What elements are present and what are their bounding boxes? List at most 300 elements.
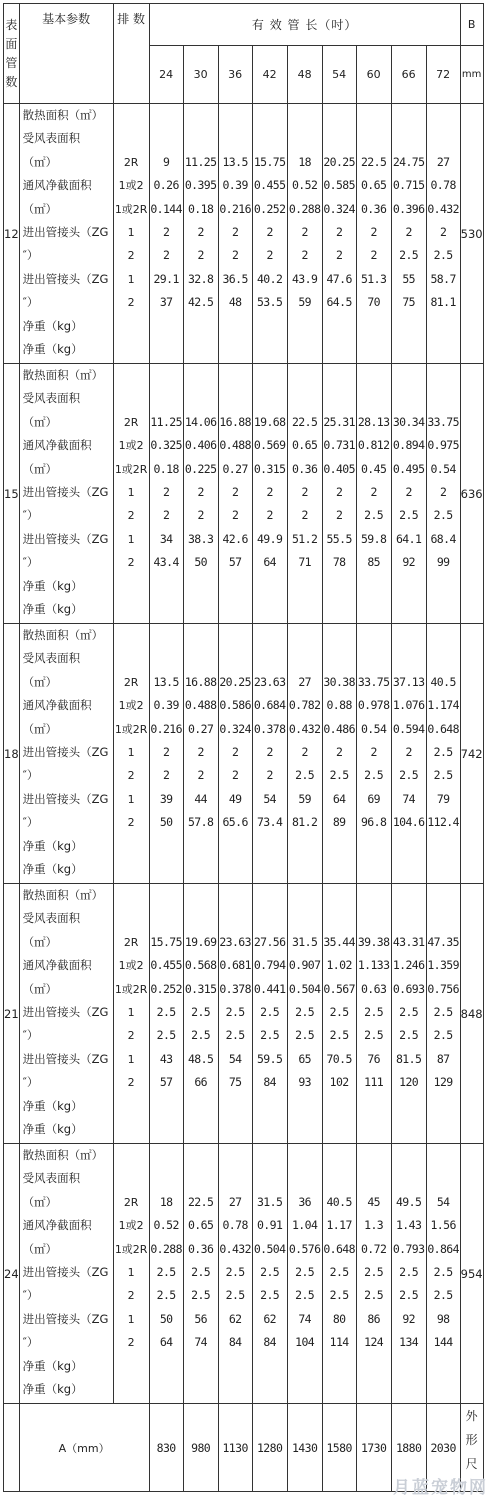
length-header-66: 66	[391, 46, 426, 104]
cell-value: 0.432	[427, 201, 459, 216]
cell-value	[253, 624, 287, 647]
cell-value: 0.782	[288, 698, 321, 713]
cell-value: 0.52	[291, 178, 318, 193]
value-col-54	[322, 1144, 356, 1404]
param-labels	[19, 364, 113, 624]
tube-count: 18	[4, 624, 20, 884]
cell-value	[392, 1118, 426, 1141]
cell-value: 2.5	[295, 1028, 315, 1043]
row-counts-line	[114, 907, 149, 930]
param-labels-line: 通风净截面积	[22, 698, 92, 713]
cell-value: 1.359	[427, 958, 459, 973]
row-counts-line	[114, 835, 149, 858]
value-col-30	[183, 1144, 218, 1404]
cell-value: 53.5	[256, 295, 283, 310]
cell-value	[427, 884, 460, 907]
value-col-48	[287, 624, 322, 884]
cell-value	[219, 315, 252, 338]
param-labels-line: 散热面积（㎡）	[22, 888, 104, 902]
value-col-30	[183, 624, 218, 884]
cell-value	[392, 315, 426, 338]
cell-value	[427, 575, 460, 598]
cell-value	[392, 858, 426, 881]
cell-value: 114	[329, 1335, 349, 1350]
value-col-60	[356, 104, 391, 364]
cell-value	[288, 907, 322, 930]
param-labels	[19, 884, 113, 1144]
cell-value: 2	[405, 744, 412, 759]
row-counts-line	[114, 647, 149, 670]
cell-value	[253, 364, 287, 387]
cell-value: 0.793	[392, 1241, 425, 1256]
cell-value: 44	[194, 791, 207, 806]
cell-value	[357, 907, 391, 930]
value-col-72	[426, 1144, 460, 1404]
cell-value: 0.405	[323, 461, 355, 476]
cell-value: 70.5	[326, 1051, 352, 1066]
cell-value	[392, 598, 426, 621]
cell-value	[427, 1378, 460, 1401]
row-counts-line: 2R	[123, 1195, 139, 1209]
cell-value: 73.4	[256, 815, 283, 830]
cell-value: 0.78	[222, 1218, 248, 1233]
value-col-54	[322, 884, 356, 1144]
cell-value: 75	[228, 1075, 242, 1090]
cell-value: 38.3	[187, 531, 214, 546]
cell-value: 2	[266, 744, 273, 759]
cell-value: 0.488	[219, 438, 251, 453]
cell-value: 43.31	[392, 934, 425, 949]
cell-value	[253, 907, 287, 930]
cell-value	[150, 907, 183, 930]
cell-value	[184, 127, 218, 150]
cell-value	[357, 104, 391, 127]
row-counts	[113, 364, 149, 624]
value-col-66	[391, 104, 426, 364]
cell-value: 27	[298, 674, 311, 689]
cell-value: 27	[228, 1194, 242, 1209]
cell-value: 0.812	[357, 438, 390, 453]
cell-value	[288, 127, 322, 150]
param-labels-line: 进出管接头（ZG	[22, 531, 109, 546]
cell-value: 40.2	[256, 271, 283, 286]
cell-value	[219, 624, 252, 647]
cell-value	[253, 1095, 287, 1118]
param-labels-line: （㎡）	[22, 154, 58, 169]
row-counts-line	[114, 127, 149, 150]
cell-value: 104	[295, 1335, 315, 1350]
cell-value: 2	[301, 248, 308, 263]
cell-value: 0.65	[360, 178, 387, 193]
cell-value	[253, 598, 287, 621]
spec-table	[3, 3, 484, 1492]
cell-value: 2.5	[191, 1288, 211, 1303]
cell-value: 2	[301, 224, 308, 239]
cell-value	[392, 1095, 426, 1118]
cell-value: 0.216	[150, 721, 182, 736]
cell-value	[184, 1378, 218, 1401]
cell-value: 54	[263, 791, 276, 806]
cell-value: 2.5	[260, 1264, 280, 1279]
param-labels-line: 通风净截面积	[22, 178, 92, 193]
cell-value: 75	[402, 295, 415, 310]
cell-value	[253, 338, 287, 361]
row-counts-line: 1	[127, 745, 135, 759]
cell-value: 1.246	[392, 958, 425, 973]
cell-value: 2.5	[156, 1028, 176, 1043]
cell-value	[184, 1144, 218, 1167]
length-header-36: 36	[218, 46, 252, 104]
cell-value	[253, 575, 287, 598]
cell-value	[357, 1144, 391, 1167]
cell-value	[392, 387, 426, 410]
cell-value: 1.02	[326, 958, 352, 973]
cell-value	[219, 1095, 252, 1118]
cell-value: 2.5	[399, 248, 419, 263]
cell-value: 33.75	[427, 414, 459, 429]
cell-value	[150, 1378, 183, 1401]
cell-value: 2.5	[191, 1264, 211, 1279]
cell-value: 0.288	[288, 201, 321, 216]
row-counts-line: 1	[127, 225, 135, 239]
value-col-30	[183, 364, 218, 624]
cell-value: 0.288	[150, 1241, 182, 1256]
cell-value	[392, 338, 426, 361]
cell-value: 0.569	[253, 438, 286, 453]
cell-value: 80	[332, 1311, 346, 1326]
cell-value	[392, 1144, 426, 1167]
cell-value	[184, 1095, 218, 1118]
cell-value: 34	[159, 531, 173, 546]
param-labels-line: ″）	[22, 815, 39, 830]
cell-value: 0.586	[219, 698, 251, 713]
cell-value	[392, 835, 426, 858]
cell-value: 2.5	[399, 768, 419, 783]
cell-value: 11.25	[184, 154, 217, 169]
cell-value	[219, 1378, 252, 1401]
cell-value	[392, 575, 426, 598]
cell-value: 0.78	[430, 178, 456, 193]
row-counts-line: 2	[127, 1289, 135, 1303]
cell-value: 0.225	[184, 461, 217, 476]
cell-value: 84	[263, 1075, 276, 1090]
cell-value: 66	[194, 1075, 207, 1090]
value-col-60	[356, 364, 391, 624]
cell-value: 19.68	[253, 414, 286, 429]
row-counts-line	[114, 624, 149, 647]
param-labels-line: （㎡）	[22, 1194, 58, 1209]
param-labels-line: 受风表面积	[22, 1171, 81, 1186]
cell-value	[184, 835, 218, 858]
cell-value: 2	[405, 224, 412, 239]
cell-value: 2	[197, 484, 204, 499]
row-counts-line	[114, 575, 149, 598]
row-counts-line	[114, 1095, 149, 1118]
cell-value	[219, 1118, 252, 1141]
outer-char: 外	[465, 1409, 478, 1423]
value-col-36	[218, 624, 252, 884]
value-col-60	[356, 884, 391, 1144]
cell-value: 1.04	[291, 1218, 318, 1233]
cell-value: 35.44	[323, 934, 355, 949]
cell-value: 49.9	[256, 531, 283, 546]
cell-value: 18	[298, 154, 311, 169]
cell-value: 84	[263, 1335, 276, 1350]
param-labels-line: 散热面积（㎡）	[22, 1148, 104, 1162]
cell-value: 2	[197, 248, 204, 263]
cell-value: 2	[197, 744, 204, 759]
cell-value: 0.54	[430, 461, 456, 476]
cell-value: 0.864	[427, 1241, 459, 1256]
cell-value	[427, 858, 460, 881]
row-counts-line: 1或2	[118, 439, 144, 453]
cell-value: 1.56	[430, 1218, 456, 1233]
cell-value: 74	[402, 791, 415, 806]
cell-value: 42.6	[222, 531, 248, 546]
cell-value	[357, 387, 391, 410]
cell-value: 69	[367, 791, 380, 806]
param-labels-line: 散热面积（㎡）	[22, 368, 104, 382]
cell-value	[427, 624, 460, 647]
cell-value: 0.794	[253, 958, 286, 973]
cell-value: 74	[194, 1335, 207, 1350]
cell-value	[288, 575, 322, 598]
cell-value: 54	[436, 1194, 450, 1209]
cell-value	[357, 315, 391, 338]
cell-value: 2.5	[260, 1028, 280, 1043]
row-counts-line	[114, 1167, 149, 1190]
cell-value: 25.31	[323, 414, 355, 429]
cell-value: 32.8	[187, 271, 214, 286]
cell-value: 2.5	[399, 1264, 419, 1279]
cell-value	[253, 1378, 287, 1401]
cell-value	[219, 647, 252, 670]
param-labels-line: 进出管接头（ZG	[22, 1264, 109, 1279]
cell-value	[288, 1355, 322, 1378]
row-counts-line: 2R	[123, 675, 139, 689]
value-col-42	[252, 624, 287, 884]
param-labels	[19, 1144, 113, 1404]
cell-value: 2.5	[225, 1288, 245, 1303]
group-row-21	[4, 884, 484, 1144]
cell-value	[323, 315, 356, 338]
cell-value	[184, 858, 218, 881]
value-col-66	[391, 884, 426, 1144]
group-row-24	[4, 1144, 484, 1404]
cell-value	[427, 907, 460, 930]
cell-value: 0.684	[253, 698, 286, 713]
cell-value	[357, 1355, 391, 1378]
cell-value: 15.75	[150, 934, 182, 949]
cell-value: 33.75	[357, 674, 390, 689]
cell-value: 31.5	[291, 934, 318, 949]
cell-value	[150, 598, 183, 621]
cell-value	[150, 1167, 183, 1190]
cell-value	[288, 1095, 322, 1118]
cell-value: 0.88	[326, 698, 352, 713]
cell-value	[323, 624, 356, 647]
value-col-42	[252, 1144, 287, 1404]
length-header-48: 48	[287, 46, 322, 104]
cell-value: 2	[266, 248, 273, 263]
cell-value	[288, 835, 322, 858]
cell-value: 64	[159, 1335, 173, 1350]
tube-length-header: 有 效 管 长（吋）	[149, 4, 460, 46]
row-counts-line: 1或2R	[114, 722, 148, 736]
value-col-42	[252, 364, 287, 624]
value-col-54	[322, 104, 356, 364]
cell-value	[219, 1144, 252, 1167]
rows-header: 排 数	[113, 4, 149, 104]
cell-value	[427, 598, 460, 621]
param-labels-line: 进出管接头（ZG	[22, 271, 109, 286]
param-labels-line: （㎡）	[22, 721, 58, 736]
cell-value: 59.8	[360, 531, 387, 546]
cell-value: 93	[298, 1075, 311, 1090]
cell-value	[323, 1167, 356, 1190]
cell-value: 74	[298, 1311, 311, 1326]
cell-value: 2	[197, 768, 204, 783]
cell-value	[392, 1378, 426, 1401]
length-header-42: 42	[252, 46, 287, 104]
cell-value: 64	[263, 555, 276, 570]
cell-value	[184, 364, 218, 387]
cell-value	[427, 1355, 460, 1378]
cell-value: 59.5	[256, 1051, 283, 1066]
cell-value: 40.5	[326, 1194, 352, 1209]
row-counts-line: 1或2R	[114, 1242, 148, 1256]
cell-value: 2	[197, 224, 204, 239]
cell-value: 0.396	[392, 201, 425, 216]
cell-value: 0.36	[291, 461, 318, 476]
cell-value	[184, 884, 218, 907]
cell-value: 0.63	[360, 981, 387, 996]
cell-value	[323, 127, 356, 150]
cell-value: 19.69	[184, 934, 217, 949]
tube-count: 21	[4, 884, 20, 1144]
cell-value: 0.756	[427, 981, 459, 996]
cell-value	[323, 1378, 356, 1401]
cell-value	[253, 1118, 287, 1141]
cell-value: 0.648	[427, 721, 459, 736]
cell-value: 0.504	[288, 981, 321, 996]
dimension-a-30: 980	[183, 1404, 218, 1492]
cell-value: 2.5	[225, 1004, 245, 1019]
row-counts-line: 2	[127, 509, 135, 523]
cell-value	[357, 858, 391, 881]
cell-value: 2.5	[399, 1288, 419, 1303]
cell-value	[253, 835, 287, 858]
cell-value	[219, 598, 252, 621]
dimension-a-72: 2030	[426, 1404, 460, 1492]
group-row-12	[4, 104, 484, 364]
param-labels-line: 受风表面积	[22, 911, 81, 926]
cell-value	[219, 127, 252, 150]
param-labels-line: 进出管接头（ZG	[22, 791, 109, 806]
row-counts-line: 1	[127, 532, 135, 546]
param-labels-line: 净重（kg）	[22, 1381, 83, 1396]
param-labels-line: 受风表面积	[22, 131, 81, 146]
dimension-a-54: 1580	[322, 1404, 356, 1492]
cell-value: 98	[436, 1311, 450, 1326]
cell-value: 1.17	[326, 1218, 352, 1233]
cell-value: 2.5	[364, 1288, 384, 1303]
cell-value	[392, 884, 426, 907]
param-labels-line: ″）	[22, 1028, 39, 1043]
cell-value: 40.5	[430, 674, 456, 689]
cell-value: 2.5	[399, 508, 419, 523]
group-row-18	[4, 624, 484, 884]
cell-value: 84	[228, 1335, 242, 1350]
value-col-72	[426, 104, 460, 364]
row-counts-line: 1	[127, 792, 135, 806]
dimension-a-66: 1880	[391, 1404, 426, 1492]
cell-value	[323, 1095, 356, 1118]
cell-value: 111	[364, 1075, 384, 1090]
cell-value: 2	[162, 248, 170, 263]
value-col-72	[426, 884, 460, 1144]
value-col-24	[149, 364, 183, 624]
cell-value: 96.8	[360, 815, 387, 830]
cell-value: 2	[335, 508, 343, 523]
cell-value	[392, 1355, 426, 1378]
cell-value: 2.5	[364, 1028, 384, 1043]
tube-count: 24	[4, 1144, 20, 1404]
value-col-60	[356, 1144, 391, 1404]
cell-value: 2	[370, 248, 377, 263]
param-labels-line: 进出管接头（ZG	[22, 744, 109, 759]
cell-value	[184, 647, 218, 670]
cell-value: 70	[367, 295, 380, 310]
b-value: 530	[460, 104, 483, 364]
param-labels-line: 净重（kg）	[22, 861, 83, 876]
cell-value: 0.324	[219, 721, 251, 736]
param-labels-line: 通风净截面积	[22, 1218, 92, 1233]
cell-value: 0.576	[288, 1241, 321, 1256]
cell-value: 2.5	[295, 1264, 315, 1279]
dimension-a-24: 830	[149, 1404, 183, 1492]
cell-value	[219, 364, 252, 387]
cell-value: 13.5	[222, 154, 248, 169]
cell-value: 0.18	[153, 461, 179, 476]
param-labels-line: 净重（kg）	[22, 578, 83, 593]
cell-value: 62	[228, 1311, 242, 1326]
cell-value: 124	[364, 1335, 384, 1350]
cell-value: 104.6	[392, 815, 425, 830]
cell-value: 2.5	[156, 1288, 176, 1303]
cell-value	[184, 315, 218, 338]
cell-value: 43.4	[153, 555, 179, 570]
cell-value	[357, 884, 391, 907]
cell-value	[357, 647, 391, 670]
cell-value: 64	[332, 791, 346, 806]
cell-value: 0.39	[222, 178, 248, 193]
cell-value: 0.495	[392, 461, 425, 476]
cell-value	[253, 1167, 287, 1190]
cell-value	[392, 127, 426, 150]
cell-value: 0.45	[360, 461, 387, 476]
cell-value: 2.5	[433, 508, 453, 523]
cell-value	[150, 624, 183, 647]
value-col-54	[322, 624, 356, 884]
cell-value: 16.88	[219, 414, 251, 429]
cell-value	[288, 364, 322, 387]
cell-value	[219, 858, 252, 881]
cell-value: 86	[367, 1311, 380, 1326]
param-labels-line: 散热面积（㎡）	[22, 108, 104, 122]
row-counts	[113, 624, 149, 884]
cell-value: 0.65	[187, 1218, 214, 1233]
